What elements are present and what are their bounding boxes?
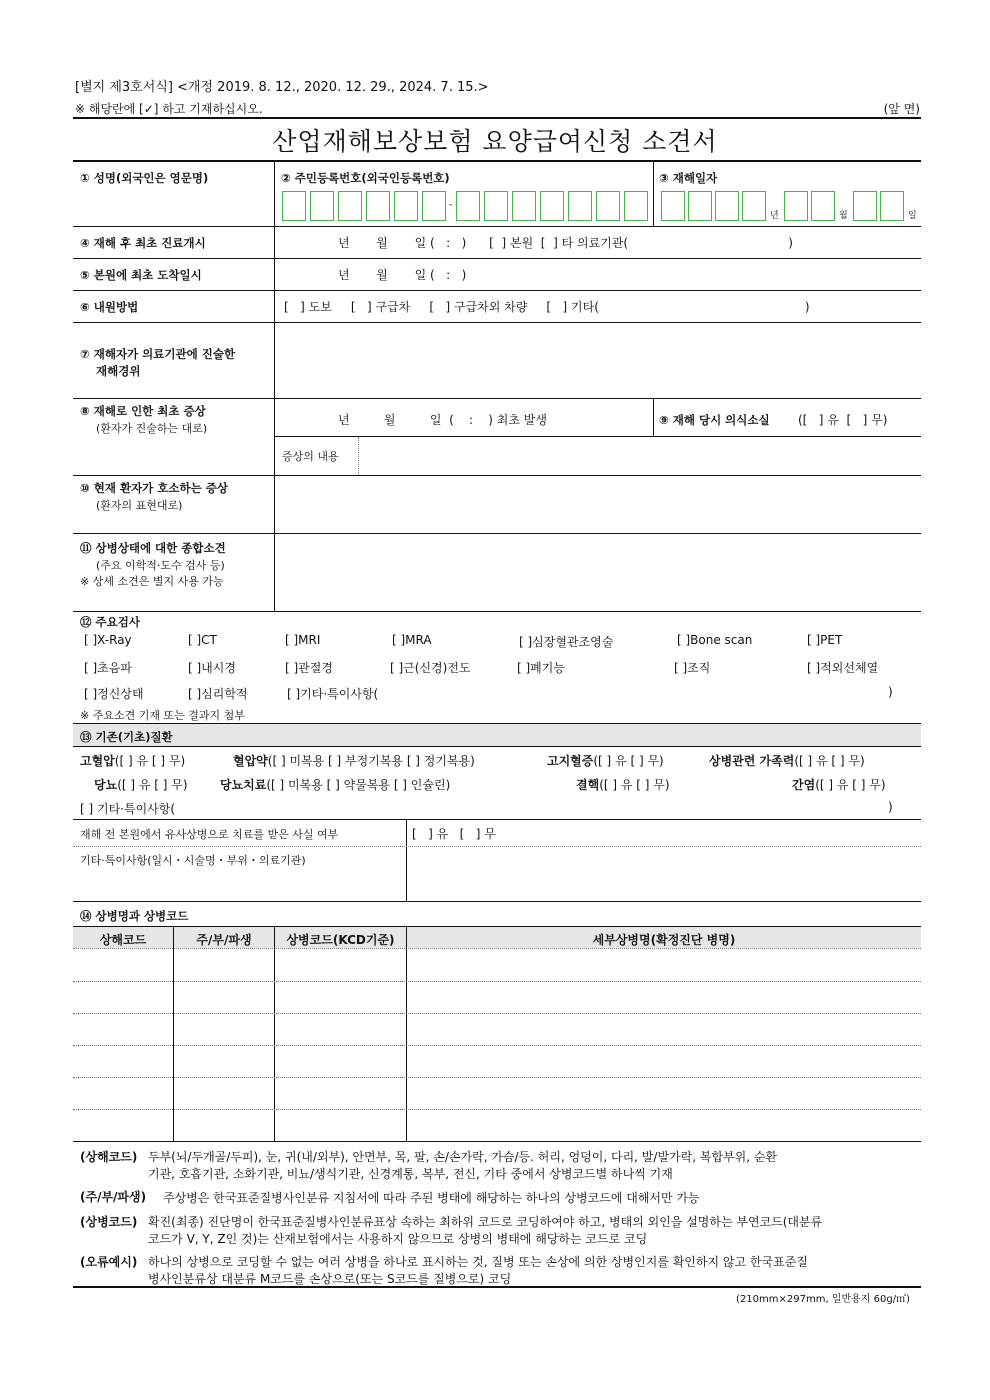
note-tag-error: (오류예시) [80,1255,138,1269]
visit-method-value[interactable]: [ ] 도보 [ ] 구급차 [ ] 구급차외 차량 [ ] 기타( ) [284,300,810,314]
hepatitis-value[interactable]: ([ ] 유 [ ] 무) [815,778,886,792]
diabetes-label: 당뇨 [94,778,118,792]
col-injury-code: 상해코드 [99,933,147,947]
initial-symptom-label: ⑧ 재해로 인한 최초 증상 [80,404,206,418]
existing-line-1 [80,752,185,769]
hyperlipidemia-label: 고지혈증 [547,754,594,768]
exam-ct[interactable]: [ ]CT [188,633,217,647]
note-tag-injury: (상해코드) [80,1150,138,1164]
exam-other[interactable]: [ ]기타·특이사항( [287,687,379,701]
current-symptom-input[interactable] [276,477,920,533]
exam-endoscopy[interactable]: [ ]내시경 [188,661,236,675]
prior-treatment-question: 재해 전 본원에서 유사상병으로 치료를 받은 사실 여부 [80,828,339,841]
hepatitis-label: 간염 [792,778,816,792]
exams-title: ⑫ 주요검사 [80,615,140,629]
diabetes-treatment-value[interactable]: ([ ] 미복용 [ ] 약물복용 [ ] 인슐린) [266,778,451,792]
prior-treatment-answer[interactable]: [ ] 유 [ ] 무 [412,827,496,841]
tuberculosis-label: 결핵 [576,778,600,792]
name-label: ① 성명(외국인은 영문명) [80,171,209,185]
diabetes-treatment-label: 당뇨치료 [220,778,267,792]
exam-bone-scan[interactable]: [ ]Bone scan [677,633,753,647]
col-kcd-code: 상병코드(KCD기준) [286,933,395,947]
hyperlipidemia-value[interactable]: ([ ] 유 [ ] 무) [593,754,664,768]
first-treatment-value[interactable]: 년 월 일 ( : ) [ ] 본원 [ ] 타 의료기관( ) [338,236,793,250]
accident-history-label: ⑦ 재해자가 의료기관에 진술한 [80,347,236,361]
col-main-sub: 주/부/파생 [196,933,252,947]
other-details-label: 기타·특이사항(일시・시술명・부위・의료기관) [80,854,306,867]
existing-other-close: ) [888,800,893,814]
initial-symptom-sub: (환자가 진술하는 대로) [96,422,208,435]
title-rule [73,160,921,162]
bp-med-value[interactable]: ([ ] 미복용 [ ] 부정기복용 [ ] 정기복용) [267,754,475,768]
other-details-input[interactable] [408,848,920,900]
hypertension-value[interactable]: ([ ] 유 [ ] 무) [114,754,186,768]
table-row[interactable] [73,982,921,1013]
exam-biopsy[interactable]: [ ]조직 [674,661,711,675]
symptom-content-input[interactable] [360,438,920,474]
exam-mra[interactable]: [ ]MRA [392,633,432,647]
exam-angiography[interactable]: [ ]심장혈관조영술 [519,635,614,649]
top-rule [73,117,921,119]
accident-date-label: ③ 재해일자 [659,171,718,185]
exam-mental-status[interactable]: [ ]정신상태 [84,687,144,701]
table-row[interactable] [73,1014,921,1045]
accident-history-label-2: 재해경위 [96,364,141,378]
accident-history-input[interactable] [276,324,920,398]
page-side-label: (앞 면) [883,102,920,116]
arrival-label: ⑤ 본원에 최초 도착일시 [80,268,202,282]
form-reference: [별지 제3호서식] <개정 2019. 8. 12., 2020. 12. 29., 2024. 7. 15.> [75,80,489,95]
initial-symptom-date[interactable]: 년 월 일 ( : ) 최초 발생 [338,413,547,427]
exams-note: ※ 주요소견 기재 또는 결과지 첨부 [80,709,245,722]
note-tag-code: (상병코드) [80,1215,138,1229]
current-symptom-label: ⑩ 현재 환자가 호소하는 증상 [80,481,228,495]
unconscious-value[interactable]: ([ ] 유 [ ] 무) [798,413,888,427]
note-text-injury-2: 기관, 호흡기관, 소화기관, 비뇨/생식기관, 신경계통, 복부, 전신, 기타 중에서 상병코드별 하나씩 기재 [148,1167,673,1181]
diabetes-value[interactable]: ([ ] 유 [ ] 무) [117,778,188,792]
exam-arthroscopy[interactable]: [ ]관절경 [285,661,333,675]
table-row[interactable] [73,1046,921,1077]
hypertension-label: 고혈압 [80,754,115,768]
overall-opinion-label: ⑪ 상병상태에 대한 종합소견 [80,541,226,555]
codes-title: ⑭ 상병명과 상병코드 [80,909,189,923]
family-history-label: 상병관련 가족력 [709,754,795,768]
resident-number-label: ② 주민등록번호(외국인등록번호) [281,171,450,185]
existing-disease-title: ⑬ 기존(기초)질환 [80,730,173,744]
overall-opinion-sub2: ※ 상세 소견은 별지 사용 가능 [80,575,224,588]
note-tag-main: (주/부/파생) [80,1190,147,1204]
col-diagnosis: 세부상병명(확정진단 병명) [592,933,736,947]
arrival-value[interactable]: 년 월 일 ( : ) [338,268,467,282]
note-text-code-1: 확진(최종) 진단명이 한국표준질병사인분류표상 속하는 최하위 코드로 코딩하여야 하고, 병태의 외인을 설명하는 부연코드(대분류 [148,1215,823,1229]
exam-other-close: ) [888,685,893,699]
table-row[interactable] [73,1078,921,1109]
current-symptom-sub: (환자의 표현대로) [96,499,183,512]
note-text-main: 주상병은 한국표준질병사인분류 지침서에 따라 주된 병태에 해당하는 하나의 상병코드에 대해서만 가능 [163,1191,700,1205]
note-text-code-2: 코드가 V, Y, Z인 것)는 산재보험에서는 사용하지 않으므로 상병의 병태에 해당하는 코드로 코딩 [148,1232,648,1246]
tuberculosis-value[interactable]: ([ ] 유 [ ] 무) [599,778,670,792]
symptom-content-label: 증상의 내용 [282,450,339,463]
exam-lung-function[interactable]: [ ]폐기능 [517,661,565,675]
existing-other[interactable]: [ ] 기타·특이사항( [80,802,176,816]
first-treatment-label: ④ 재해 후 최초 진료개시 [80,236,206,250]
unconscious-label: ⑨ 재해 당시 의식소실 [659,413,770,427]
exam-emg[interactable]: [ ]근(신경)전도 [390,661,471,675]
visit-method-label: ⑥ 내원방법 [80,300,139,314]
exam-pet[interactable]: [ ]PET [807,633,843,647]
table-row[interactable] [73,1110,921,1140]
exam-mri[interactable]: [ ]MRI [285,633,321,647]
note-text-error-1: 하나의 상병으로 코딩할 수 없는 여러 상병을 하나로 표시하는 것, 질병 또는 손상에 의한 상병인지를 확인하지 않고 한국표준질 [148,1255,808,1269]
note-text-error-2: 병사인분류상 대분류 M코드를 손상으로(또는 S코드를 질병으로) 코딩 [148,1272,512,1286]
instruction-text: ※ 해당란에 [✓] 하고 기재하십시오. [75,102,263,116]
table-row[interactable] [73,949,921,981]
overall-opinion-sub1: (주요 이학적·도수 검사 등) [96,559,225,572]
exam-ultrasound[interactable]: [ ]초음파 [84,661,132,675]
existing-disease-header [73,724,921,746]
exam-xray[interactable]: [ ]X-Ray [84,633,132,647]
note-text-injury-1: 두부(뇌/두개골/두피), 눈, 귀(내/외부), 안면부, 목, 팔, 손/손가락, 가슴/등. 허리, 엉덩이, 다리, 발/발가락, 복합부위, 순환 [148,1150,778,1164]
family-history-value[interactable]: ([ ] 유 [ ] 무) [794,754,865,768]
exam-thermography[interactable]: [ ]적외선체열 [807,661,879,675]
paper-spec: (210mm×297mm, 일반용지 60g/㎡) [736,1294,910,1305]
bp-med-label: 혈압약 [233,754,268,768]
form-title: 산업재해보상보험 요양급여신청 소견서 [272,127,718,156]
overall-opinion-input[interactable] [276,535,920,610]
exam-psychological[interactable]: [ ]심리학적 [188,687,248,701]
